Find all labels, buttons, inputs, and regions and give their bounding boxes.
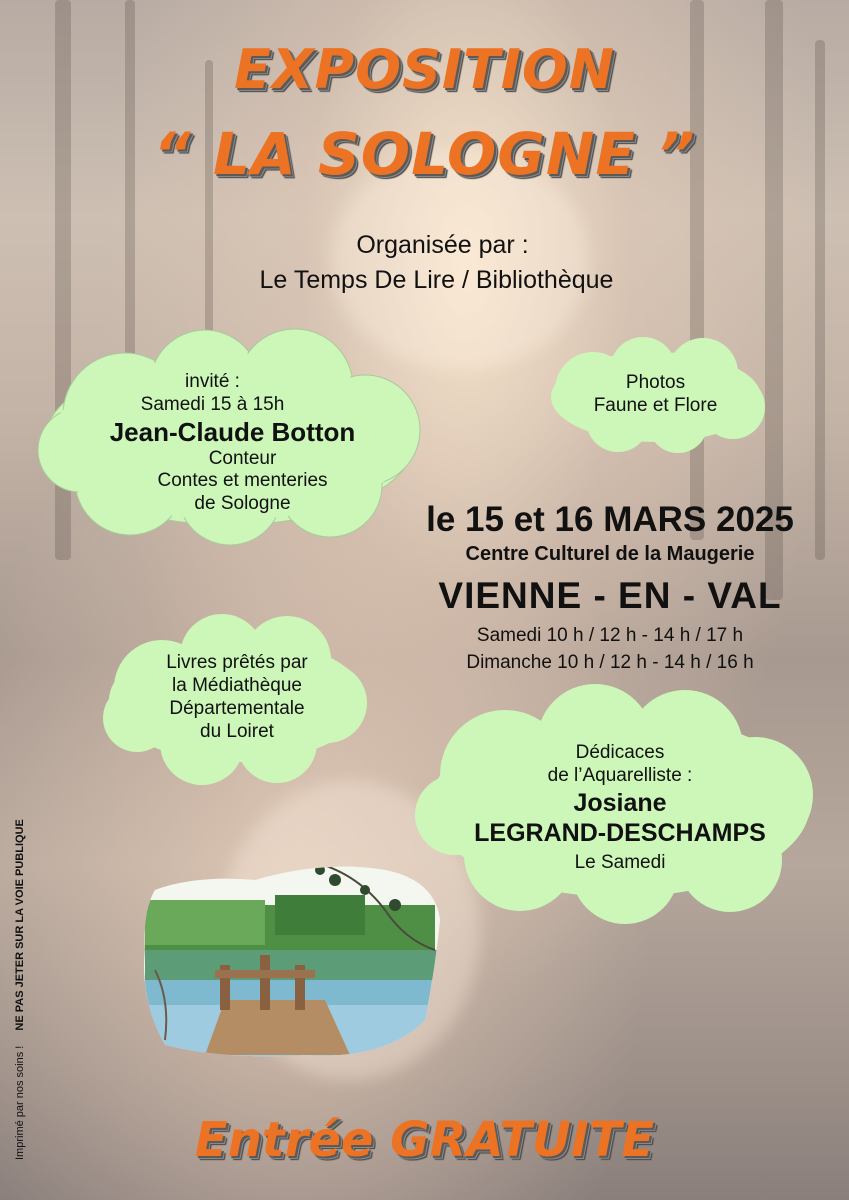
event-venue: Centre Culturel de la Maugerie [465, 543, 755, 565]
title-line-2: “ LA SOLOGNE ” [153, 120, 696, 188]
watercolor-painting [135, 850, 445, 1065]
books-line3: Départementale [169, 698, 305, 719]
photos-line2: Faune et Flore [593, 395, 718, 416]
guest-name: Jean-Claude Botton [109, 416, 356, 447]
guest-show-line1: Contes et menteries [157, 470, 328, 492]
guest-cloud [30, 325, 435, 550]
photos-line1: Photos [625, 372, 686, 394]
guest-show-line2: de Sologne [194, 493, 291, 515]
guest-role: Conteur [208, 447, 277, 469]
event-city: VIENNE - EN - VAL [438, 575, 782, 616]
side-notice [14, 819, 26, 1160]
photos-cloud [538, 335, 773, 455]
artist-first-name: Josiane [573, 788, 667, 817]
signing-line1: Dédicaces [575, 742, 665, 764]
hours-sunday: Dimanche 10 h / 12 h - 14 h / 16 h [466, 652, 754, 673]
organizer-name: Le Temps De Lire / Bibliothèque [259, 266, 614, 294]
books-line1: Livres prêtés par [166, 652, 308, 674]
hours-saturday: Samedi 10 h / 12 h - 14 h / 17 h [476, 625, 744, 646]
organizer-label: Organisée par : [356, 231, 529, 259]
tree-silhouette [815, 40, 825, 560]
books-line4: du Loiret [200, 720, 274, 742]
artist-last-name: LEGRAND-DESCHAMPS [474, 818, 766, 847]
signing-day: Le Samedi [574, 851, 666, 873]
signing-cloud [410, 680, 830, 925]
side-notice-left: Imprimé par nos soins ! [14, 1045, 26, 1160]
title-line-1: EXPOSITION [233, 38, 615, 101]
free-entry-banner: Entrée GRATUITE [194, 1112, 655, 1168]
guest-label: invité : [185, 370, 240, 392]
event-dates: le 15 et 16 MARS 2025 [426, 500, 794, 539]
books-line2: la Médiathèque [172, 675, 302, 697]
books-cloud [92, 608, 382, 788]
signing-line2: de l’Aquarelliste : [547, 765, 693, 787]
guest-date: Samedi 15 à 15h [140, 393, 285, 415]
side-notice-right: NE PAS JETER SUR LA VOIE PUBLIQUE [14, 819, 26, 1031]
